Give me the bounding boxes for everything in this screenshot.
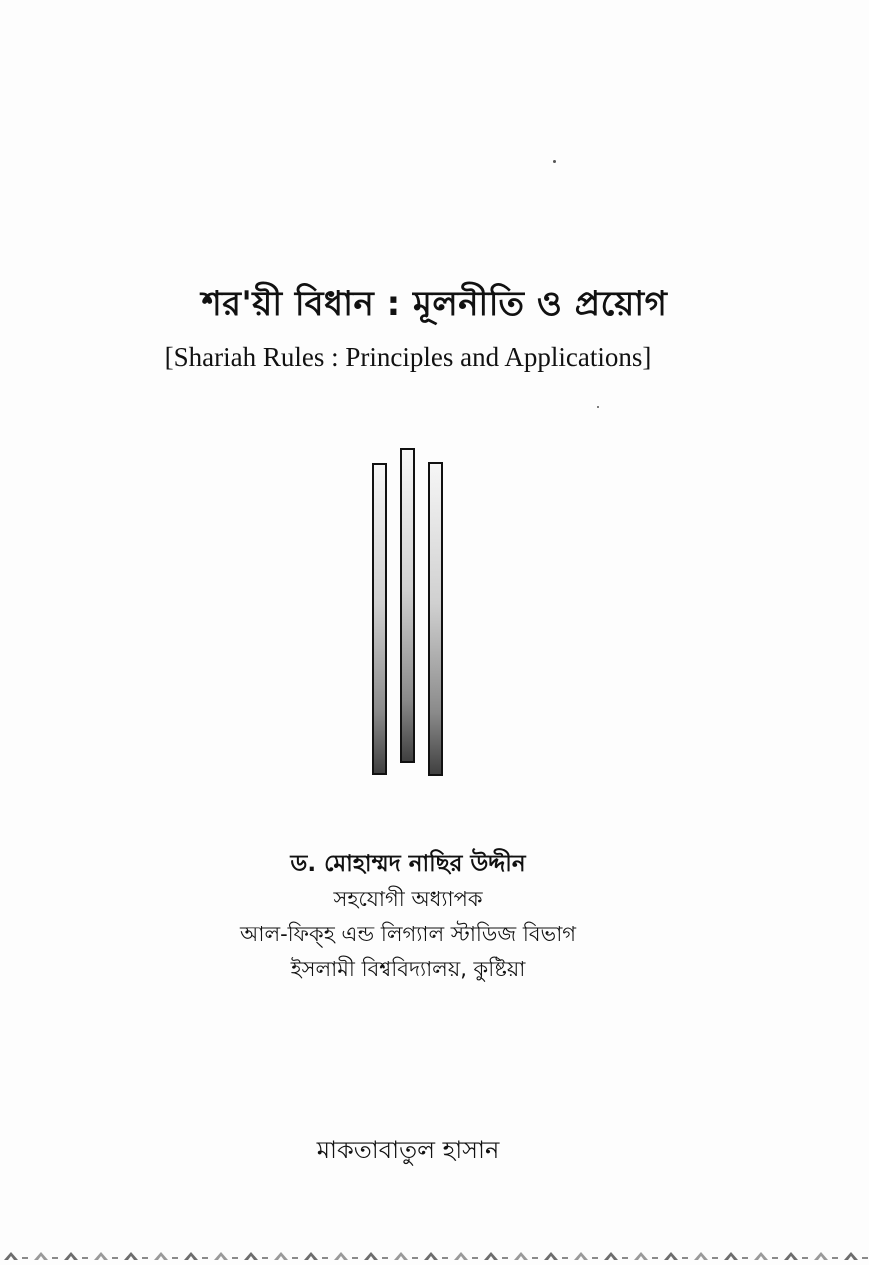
binding-dash [262,1257,268,1259]
book-title-bengali: শর'য়ী বিধান : মূলনীতি ও প্রয়োগ [201,284,668,324]
print-speck [553,160,556,163]
binding-mark [664,1252,678,1260]
binding-dash [22,1257,28,1259]
three-vertical-bars-emblem [360,445,460,785]
binding-mark [604,1252,618,1260]
author-university: ইসলামী বিশ্ববিদ্যালয়, কুষ্টিয়া [290,957,526,981]
binding-mark [334,1252,348,1260]
binding-mark [814,1252,828,1260]
binding-mark [124,1252,138,1260]
emblem-bar-center [401,449,414,762]
binding-dash [682,1257,688,1259]
binding-dash [502,1257,508,1259]
author-name: ড. মোহাম্মদ নাছির উদ্দীন [290,851,526,877]
binding-dash [472,1257,478,1259]
binding-mark [514,1252,528,1260]
author-position: সহযোগী অধ্যাপক [333,887,483,911]
binding-dash [352,1257,358,1259]
binding-mark [634,1252,648,1260]
emblem-bar-left [373,464,386,774]
binding-dash [142,1257,148,1259]
binding-mark [4,1252,18,1260]
binding-dash [172,1257,178,1259]
binding-dash [112,1257,118,1259]
binding-dash [652,1257,658,1259]
binding-mark [574,1252,588,1260]
spiral-binding-pattern [0,1244,869,1265]
binding-dash [772,1257,778,1259]
binding-dash [592,1257,598,1259]
print-speck [597,406,599,408]
author-department: আল-ফিক্‌হ এন্ড লিগ্যাল স্টাডিজ বিভাগ [239,922,577,946]
binding-dash [412,1257,418,1259]
binding-dash [82,1257,88,1259]
binding-mark [64,1252,78,1260]
binding-dash [52,1257,58,1259]
binding-dash [532,1257,538,1259]
binding-dash [562,1257,568,1259]
binding-dash [202,1257,208,1259]
binding-dash [802,1257,808,1259]
binding-mark [844,1252,858,1260]
emblem-bar-right [429,463,442,775]
binding-dash [292,1257,298,1259]
binding-marks [4,1252,868,1260]
binding-mark [304,1252,318,1260]
binding-mark [484,1252,498,1260]
binding-mark [184,1252,198,1260]
binding-dash [322,1257,328,1259]
binding-mark [754,1252,768,1260]
binding-dash [742,1257,748,1259]
binding-dash [232,1257,238,1259]
binding-mark [364,1252,378,1260]
binding-dash [862,1257,868,1259]
binding-mark [154,1252,168,1260]
binding-mark [784,1252,798,1260]
binding-mark [724,1252,738,1260]
binding-mark [424,1252,438,1260]
book-title-english: [Shariah Rules : Principles and Applications] [164,342,652,372]
binding-mark [34,1252,48,1260]
binding-dash [832,1257,838,1259]
binding-dash [382,1257,388,1259]
binding-mark [214,1252,228,1260]
binding-mark [544,1252,558,1260]
binding-dash [442,1257,448,1259]
author-block [0,846,816,987]
binding-mark [454,1252,468,1260]
binding-mark [244,1252,258,1260]
binding-mark [274,1252,288,1260]
binding-mark [394,1252,408,1260]
binding-mark [694,1252,708,1260]
publisher-name: মাকতাবাতুল হাসান [316,1136,500,1164]
binding-dash [622,1257,628,1259]
binding-mark [94,1252,108,1260]
binding-dash [712,1257,718,1259]
